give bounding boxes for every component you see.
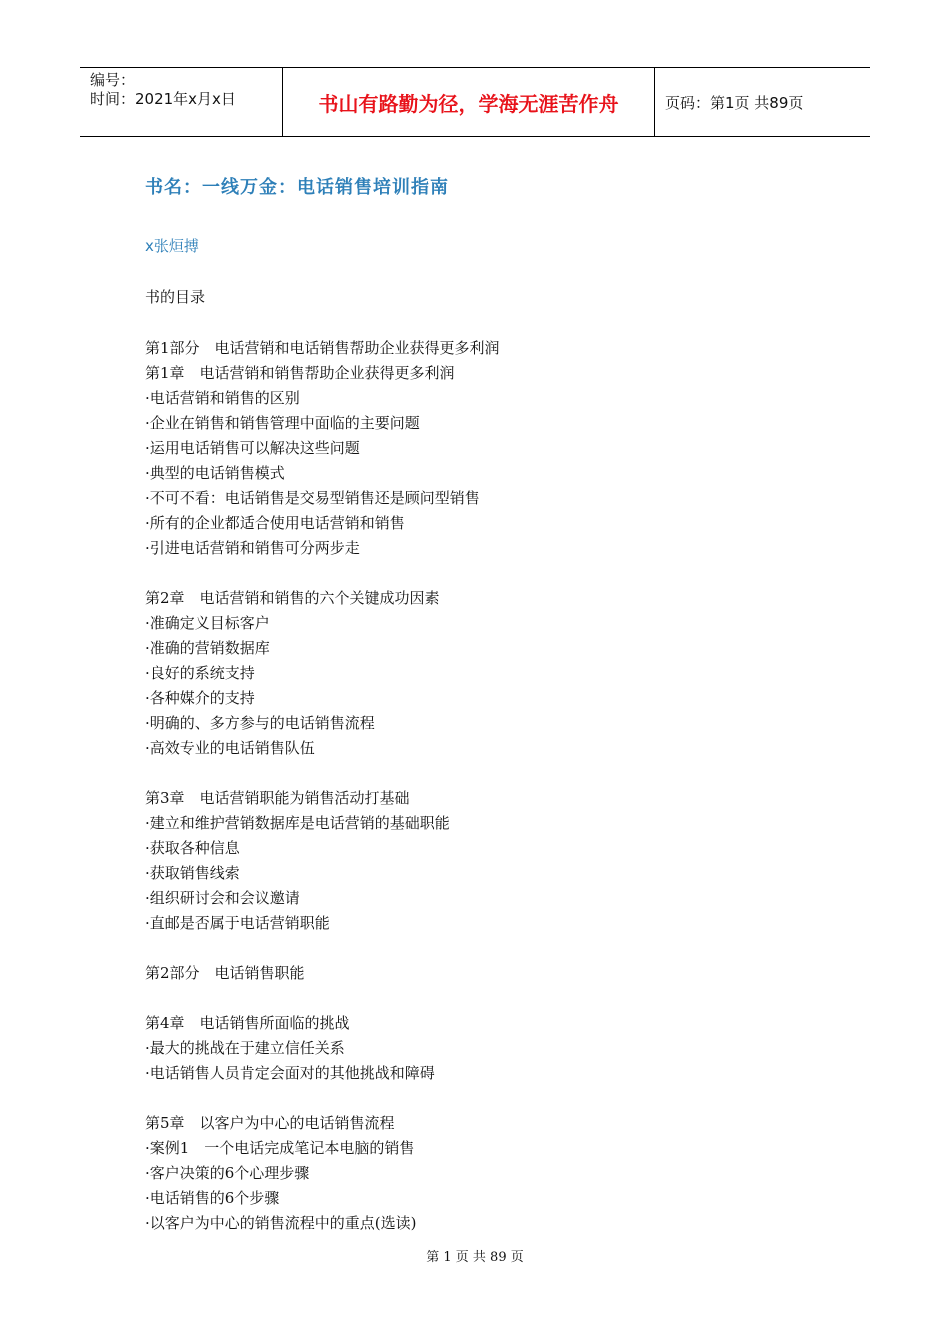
toc-item: ·运用电话销售可以解决这些问题 xyxy=(145,439,360,457)
toc-item: ·电话销售的6个步骤 xyxy=(145,1189,280,1207)
toc-item: ·组织研讨会和会议邀请 xyxy=(145,889,300,907)
toc-heading-line: 第3章 电话营销职能为销售活动打基础 xyxy=(145,789,410,807)
toc-item: ·以客户为中心的销售流程中的重点(选读) xyxy=(145,1214,417,1232)
section-gap xyxy=(145,986,845,1011)
page-header xyxy=(80,67,870,137)
toc-item: ·企业在销售和销售管理中面临的主要问题 xyxy=(145,414,420,432)
section-gap xyxy=(145,1086,845,1111)
toc-item: ·案例1 一个电话完成笔记本电脑的销售 xyxy=(145,1139,415,1157)
section-gap xyxy=(145,936,845,961)
table-of-contents xyxy=(145,336,845,1236)
toc-item: ·最大的挑战在于建立信任关系 xyxy=(145,1039,345,1057)
toc-item: ·电话营销和销售的区别 xyxy=(145,389,300,407)
toc-item: ·电话销售人员肯定会面对的其他挑战和障碍 xyxy=(145,1064,435,1082)
header-page-info: 页码：第1页 共89页 xyxy=(665,93,804,112)
book-title: 书名：一线万金：电话销售培训指南 xyxy=(145,177,449,198)
toc-item: ·获取销售线索 xyxy=(145,864,240,882)
toc-heading-line: 第4章 电话销售所面临的挑战 xyxy=(145,1014,350,1032)
toc-item: ·高效专业的电话销售队伍 xyxy=(145,739,315,757)
section-gap xyxy=(145,761,845,786)
toc-heading-line: 第1部分 电话营销和电话销售帮助企业获得更多利润 xyxy=(145,339,500,357)
toc-item: ·获取各种信息 xyxy=(145,839,240,857)
toc-item: ·准确定义目标客户 xyxy=(145,614,270,632)
header-meta xyxy=(80,68,283,136)
toc-heading-line: 第5章 以客户为中心的电话销售流程 xyxy=(145,1114,395,1132)
toc-item: ·明确的、多方参与的电话销售流程 xyxy=(145,714,375,732)
toc-item: ·不可不看：电话销售是交易型销售还是顾问型销售 xyxy=(145,489,480,507)
toc-heading-line: 第2部分 电话销售职能 xyxy=(145,964,305,982)
time-label: 时间：2021年x月x日 xyxy=(90,90,236,108)
toc-item: ·引进电话营销和销售可分两步走 xyxy=(145,539,360,557)
toc-item: ·客户决策的6个心理步骤 xyxy=(145,1164,310,1182)
toc-heading-line: 第2章 电话营销和销售的六个关键成功因素 xyxy=(145,589,440,607)
toc-heading: 书的目录 xyxy=(145,288,206,306)
page-footer: 第 1 页 共 89 页 xyxy=(426,1250,524,1265)
number-label: 编号： xyxy=(90,71,136,89)
toc-item: ·直邮是否属于电话营销职能 xyxy=(145,914,330,932)
book-author[interactable]: x张烜搏 xyxy=(145,237,199,255)
toc-item: ·准确的营销数据库 xyxy=(145,639,270,657)
section-gap xyxy=(145,561,845,586)
toc-item: ·各种媒介的支持 xyxy=(145,689,255,707)
header-motto: 书山有路勤为径，学海无涯苦作舟 xyxy=(283,68,655,136)
toc-item: ·所有的企业都适合使用电话营销和销售 xyxy=(145,514,405,532)
toc-item: ·建立和维护营销数据库是电话营销的基础职能 xyxy=(145,814,450,832)
toc-item: 第1章 电话营销和销售帮助企业获得更多利润 xyxy=(145,364,455,382)
toc-item: ·良好的系统支持 xyxy=(145,664,255,682)
toc-item: ·典型的电话销售模式 xyxy=(145,464,285,482)
